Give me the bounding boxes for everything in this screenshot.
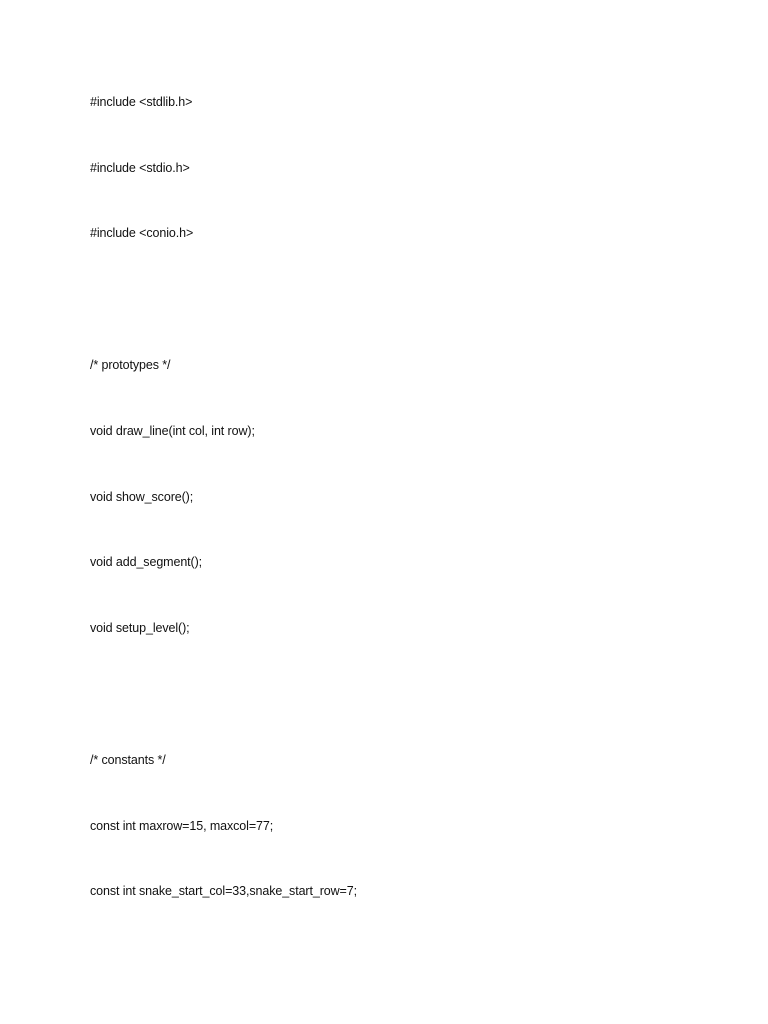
code-line-show-score: void show_score(); [90, 490, 194, 504]
code-line-prototypes-comment: /* prototypes */ [90, 358, 171, 372]
code-line-add-segment: void add_segment(); [90, 555, 203, 569]
code-line-include-stdlib: #include <stdlib.h> [90, 95, 193, 109]
code-line-include-conio: #include <conio.h> [90, 226, 194, 240]
code-line-setup-level: void setup_level(); [90, 621, 190, 635]
code-line-include-stdio: #include <stdio.h> [90, 161, 190, 175]
code-line-draw-line: void draw_line(int col, int row); [90, 424, 255, 438]
code-line-max-dimensions: const int maxrow=15, maxcol=77; [90, 819, 274, 833]
code-line-constants-comment: /* constants */ [90, 753, 166, 767]
code-line-snake-start: const int snake_start_col=33,snake_start_row=7; [90, 884, 357, 898]
